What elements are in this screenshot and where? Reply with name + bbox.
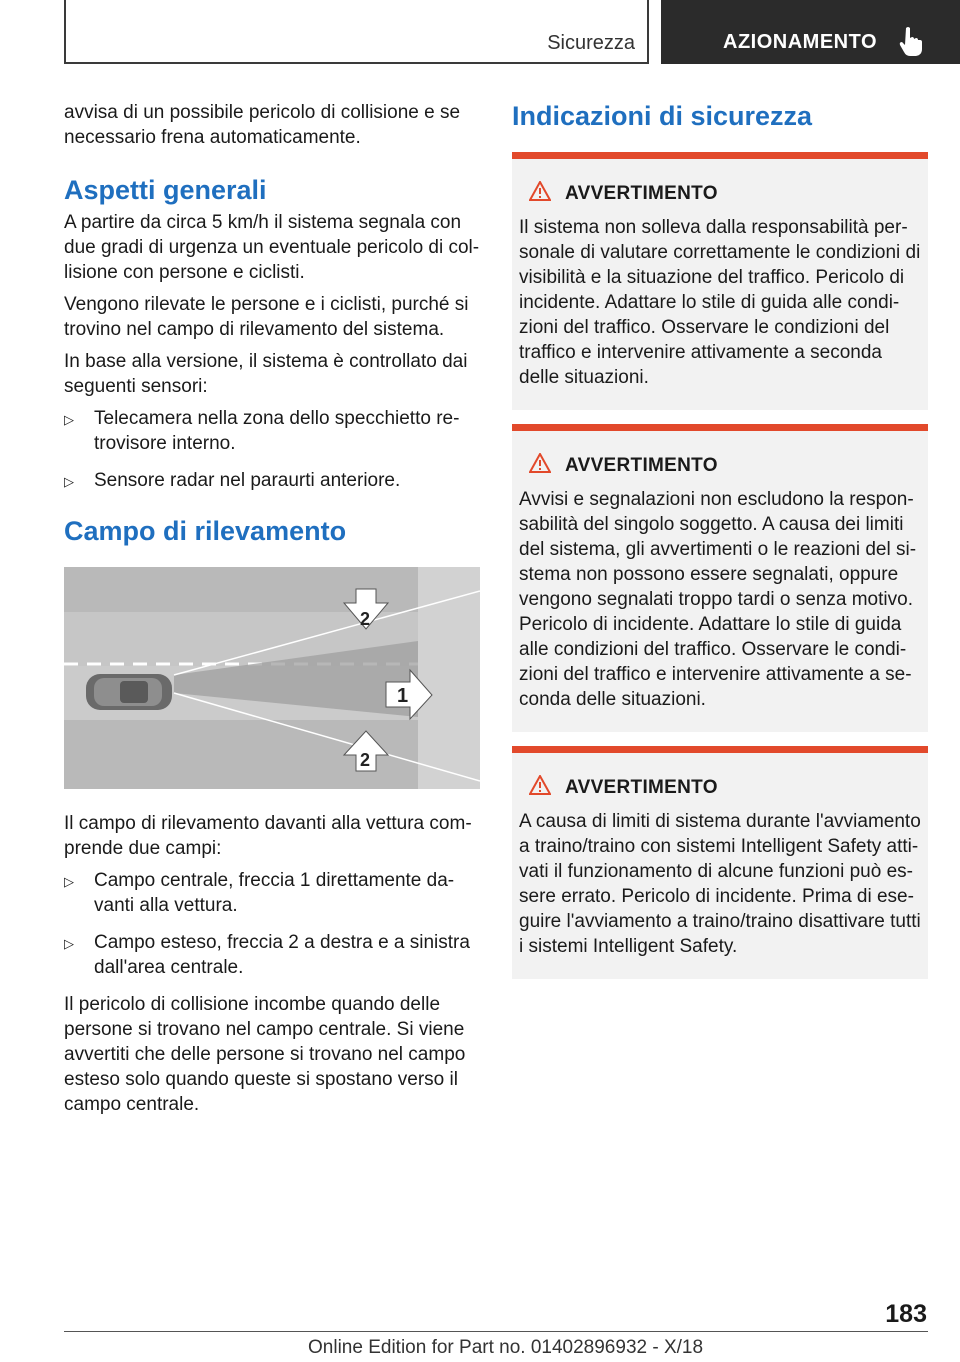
triangle-bullet-icon: ▷ — [64, 874, 74, 889]
left-column — [64, 100, 480, 1124]
warning-title: AVVERTIMENTO — [565, 777, 718, 798]
detection-field-diagram — [64, 567, 480, 789]
list-item: ▷ Campo esteso, freccia 2 a destra e a sinistra dall'area centrale. — [64, 932, 470, 978]
pointing-hand-icon — [899, 26, 923, 56]
triangle-bullet-icon: ▷ — [64, 936, 74, 951]
warning-text: Il sistema non solleva dalla responsabilità personale di valutare correttamente le condizioni di visibilità e la situazione del traffico. Pericolo di incidente. Adattare lo stile di guida alle condizioni del traffico. Osservare le condizioni del traffico e intervenire attivamente a seconda delle situazioni. — [519, 217, 921, 388]
car-icon — [86, 674, 172, 710]
warning-header — [519, 181, 922, 207]
header-chapter-tab — [661, 0, 960, 64]
list-item: ▷ Campo centrale, freccia 1 direttamente davanti alla vettura. — [64, 870, 455, 916]
warning-title: AVVERTIMENTO — [565, 183, 718, 204]
heading-safety: Indicazioni di sicurezza — [512, 101, 813, 131]
warning-box-3 — [512, 746, 928, 979]
footer-edition: Online Edition for Part no. 01402896932 - X/18 — [308, 1337, 704, 1358]
triangle-bullet-icon: ▷ — [64, 412, 74, 427]
header-chapter-title: AZIONAMENTO — [723, 31, 878, 53]
warning-header — [519, 453, 922, 479]
field-list — [64, 868, 480, 980]
heading-general: Aspetti generali — [64, 175, 267, 205]
page-number: 183 — [885, 1300, 927, 1328]
diagram-label-center: 1 — [397, 685, 409, 707]
list-item: ▷ Telecamera nella zona dello specchietto retrovisore interno. — [64, 408, 460, 454]
warning-title: AVVERTIMENTO — [565, 455, 718, 476]
warning-text: Avvisi e segnalazioni non escludono la responsabilità del singolo soggetto. A causa dei limiti del sistema, gli avvertimenti o le reazioni del sistema non possono essere segnalati, oppure vengono segnalati troppo tardi o senza motivo. Pericolo di incidente. Adattare lo stile di guida alle condizioni del traffico. Osservare le condizioni del traffico e intervenire attivamente a seconda delle situazioni. — [519, 489, 917, 710]
header-section-box — [64, 0, 649, 64]
warning-box-2 — [512, 424, 928, 732]
footer-divider — [64, 1331, 928, 1332]
sensor-list — [64, 406, 480, 493]
warning-triangle-icon — [529, 775, 551, 795]
warning-text: A causa di limiti di sistema durante l'avviamento a traino/traino con sistemi Intelligent Safety attivati il funzionamento di alcune funzioni può essere errato. Pericolo di incidente. Prima di eseguire l'avviamento a traino/traino disattivare tutti i sistemi Intelligent Safety. — [519, 811, 921, 957]
general-paragraph-1: A partire da circa 5 km/h il sistema segnala con due gradi di urgenza un eventuale pericolo di collisione con persone e ciclisti. — [64, 212, 480, 283]
header-section-title: Sicurezza — [547, 32, 635, 54]
diagram-label-side-top: 2 — [360, 609, 371, 629]
heading-detection-field: Campo di rilevamento — [64, 516, 347, 546]
warning-triangle-icon — [529, 453, 551, 473]
diagram-label-side-bottom: 2 — [360, 750, 371, 770]
general-paragraph-2: Vengono rilevate le persone e i ciclisti, purché si trovino nel campo di rilevamento del sistema. — [64, 294, 469, 340]
field-paragraph: Il campo di rilevamento davanti alla vettura comprende due campi: — [64, 813, 472, 859]
right-column — [512, 100, 928, 993]
warning-box-1 — [512, 152, 928, 410]
list-item: ▷ Sensore radar nel paraurti anteriore. — [64, 468, 480, 493]
collision-paragraph: Il pericolo di collisione incombe quando delle persone si trovano nel campo centrale. Si viene avvertiti che delle persone si trovano nel campo esteso solo quando queste si spostano verso il campo centrale. — [64, 994, 466, 1115]
intro-paragraph: avvisa di un possibile pericolo di collisione e se necessario frena automaticamente. — [64, 102, 461, 148]
triangle-bullet-icon: ▷ — [64, 474, 74, 489]
warning-triangle-icon — [529, 181, 551, 201]
general-paragraph-3: In base alla versione, il sistema è controllato dai seguenti sensori: — [64, 351, 468, 397]
warning-header — [519, 775, 922, 801]
